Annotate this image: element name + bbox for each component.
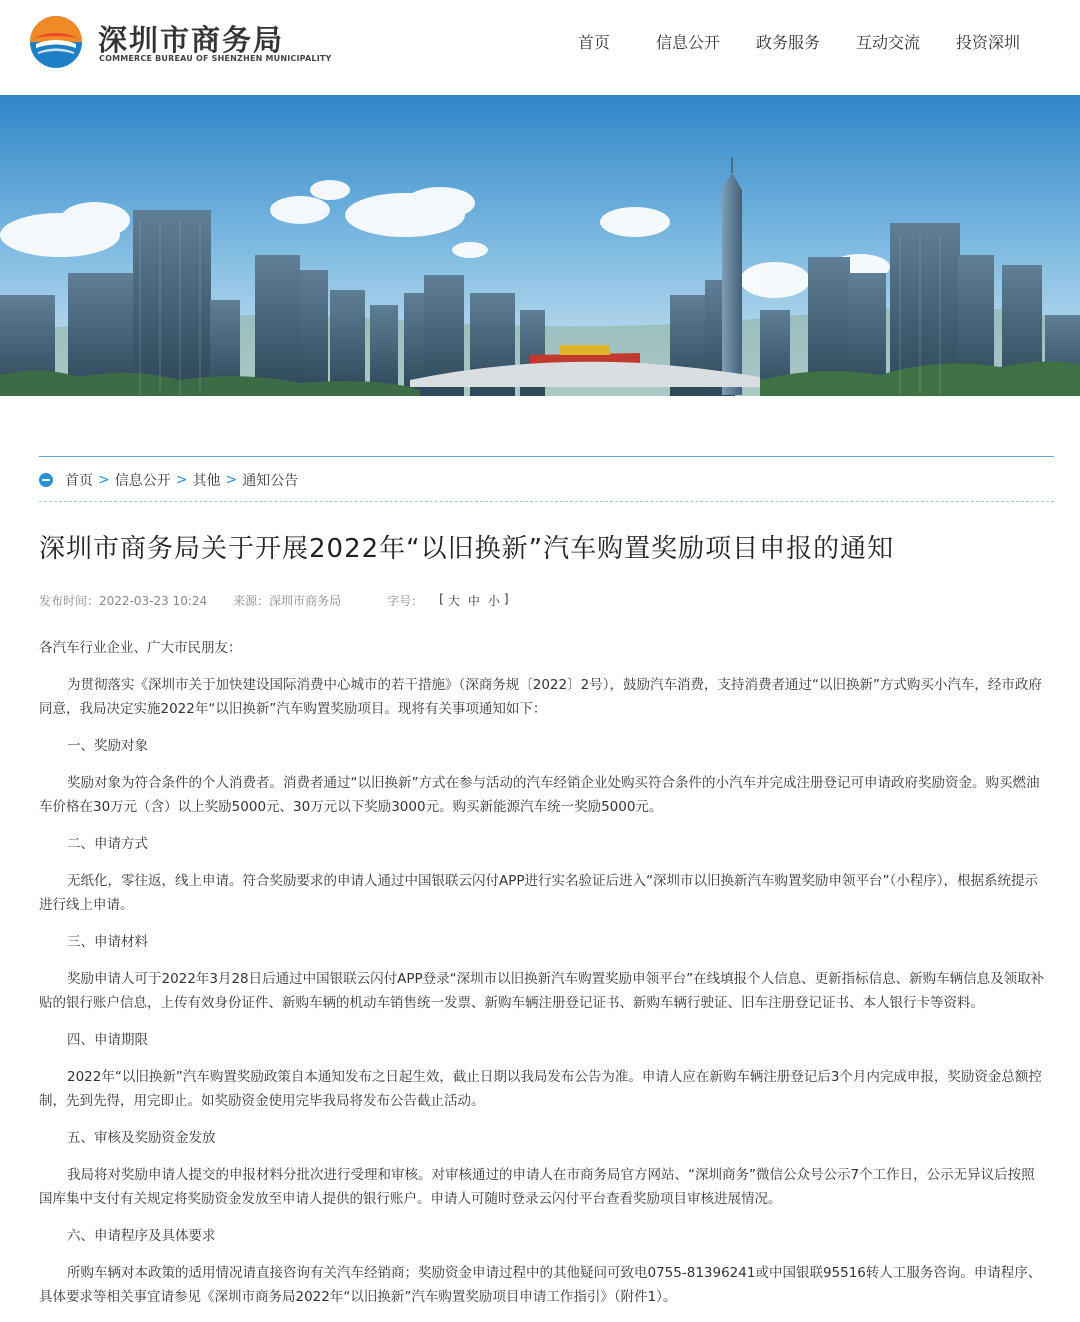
page-title: 深圳市商务局关于开展2022年“以旧换新”汽车购置奖励项目申报的通知 [39, 534, 895, 564]
section-paragraph: 2022年“以旧换新”汽车购置奖励政策自本通知发布之日起生效，截止日期以我局发布公告为准。申请人应在新购车辆注册登记后3个月内完成申报，奖励资金总额控制，先到先得，用完即止。如奖励资金使用完毕我局将发布公告截止活动。 [39, 1069, 1042, 1109]
logo-emblem-icon [28, 14, 84, 70]
logo-title: 深圳市商务局 [98, 23, 285, 57]
font-size-large[interactable]: 大 [447, 594, 460, 608]
section-heading: 四、申请期限 [67, 1032, 148, 1048]
logo-subtitle: COMMERCE BUREAU OF SHENZHEN MUNICIPALITY [99, 54, 332, 63]
section-heading: 一、奖励对象 [67, 738, 148, 754]
article-source: 来源：深圳市商务局 [233, 594, 342, 608]
nav-home[interactable]: 首页 [577, 33, 610, 52]
skyline-banner [0, 95, 1080, 396]
breadcrumb [39, 456, 1054, 502]
breadcrumb-separator: > [225, 472, 238, 488]
breadcrumb-trail [39, 470, 298, 490]
site-logo[interactable] [28, 14, 332, 72]
breadcrumb-notices[interactable]: 通知公告 [242, 473, 299, 489]
breadcrumb-separator: > [175, 472, 188, 488]
nav-info-public[interactable]: 信息公开 [655, 33, 720, 52]
nav-invest[interactable]: 投资深圳 [955, 33, 1020, 52]
breadcrumb-separator: > [98, 472, 110, 488]
breadcrumb-other[interactable]: 其他 [192, 473, 221, 489]
section-heading: 三、申请材料 [67, 934, 148, 950]
nav-gov-services[interactable]: 政务服务 [755, 33, 820, 52]
section-heading: 二、申请方式 [67, 836, 148, 852]
location-icon [39, 473, 53, 487]
section-paragraph: 所购车辆对本政策的适用情况请直接咨询有关汽车经销商；奖励资金申请过程中的其他疑问可致电0755-81396241或中国银联95516转人工服务咨询。申请程序、具体要求等相关事宜请参见《深圳市商务局2022年“以旧换新”汽车购置奖励项目申请工作指引》（附件1）。 [39, 1265, 1042, 1305]
section-paragraph: 无纸化，零往返，线上申请。符合奖励要求的申请人通过中国银联云闪付APP进行实名验证后进入“深圳市以旧换新汽车购置奖励申领平台”（小程序），根据系统提示进行线上申请。 [39, 873, 1039, 913]
article-body [39, 636, 1047, 1322]
section-heading: 六、申请程序及具体要求 [67, 1228, 216, 1244]
city-skyline-image [0, 95, 1080, 396]
publish-date: 发布时间：2022-03-23 10:24 [39, 594, 208, 608]
intro-paragraph: 为贯彻落实《深圳市关于加快建设国际消费中心城市的若干措施》（深商务规〔2022〕2号），鼓励汽车消费，支持消费者通过“以旧换新”方式购买小汽车，经市政府同意，我局决定实施2022年“以旧换新”汽车购置奖励项目。现将有关事项通知如下： [39, 677, 1042, 717]
font-size-bracket-open: [ [439, 592, 444, 606]
font-size-label: 字号： [387, 594, 424, 608]
section-heading: 五、审核及奖励资金发放 [67, 1130, 216, 1146]
article-meta [39, 592, 509, 609]
section-paragraph: 奖励申请人可于2022年3月28日后通过中国银联云闪付APP登录“深圳市以旧换新汽车购置奖励申领平台”在线填报个人信息、更新指标信息、新购车辆信息及领取补贴的银行账户信息，上传有效身份证件、新购车辆的机动车销售统一发票、新购车辆注册登记证书、新购车辆行驶证、旧车注册登记证书、本人银行卡等资料。 [39, 971, 1045, 1011]
nav-interaction[interactable]: 互动交流 [855, 33, 920, 52]
font-size-medium[interactable]: 中 [467, 594, 480, 608]
breadcrumb-home[interactable]: 首页 [65, 473, 93, 489]
section-paragraph: 我局将对奖励申请人提交的申报材料分批次进行受理和审核。对审核通过的申请人在市商务局官方网站、“深圳商务”微信公众号公示7个工作日，公示无异议后按照国库集中支付有关规定将奖励资金发放至申请人提供的银行账户。申请人可随时登录云闪付平台查看奖励项目审核进展情况。 [39, 1167, 1035, 1207]
breadcrumb-info-public[interactable]: 信息公开 [114, 473, 171, 489]
font-size-small[interactable]: 小 [487, 594, 500, 608]
salutation: 各汽车行业企业、广大市民朋友： [39, 640, 242, 656]
section-paragraph: 奖励对象为符合条件的个人消费者。消费者通过“以旧换新”方式在参与活动的汽车经销企业处购买符合条件的小汽车并完成注册登记可申请政府奖励资金。购买燃油车价格在30万元（含）以上奖励5000元、30万元以下奖励3000元。购买新能源汽车统一奖励5000元。 [39, 775, 1040, 815]
site-header [0, 0, 1080, 95]
font-size-bracket-close: ] [503, 592, 509, 606]
main-nav [542, 30, 1020, 53]
